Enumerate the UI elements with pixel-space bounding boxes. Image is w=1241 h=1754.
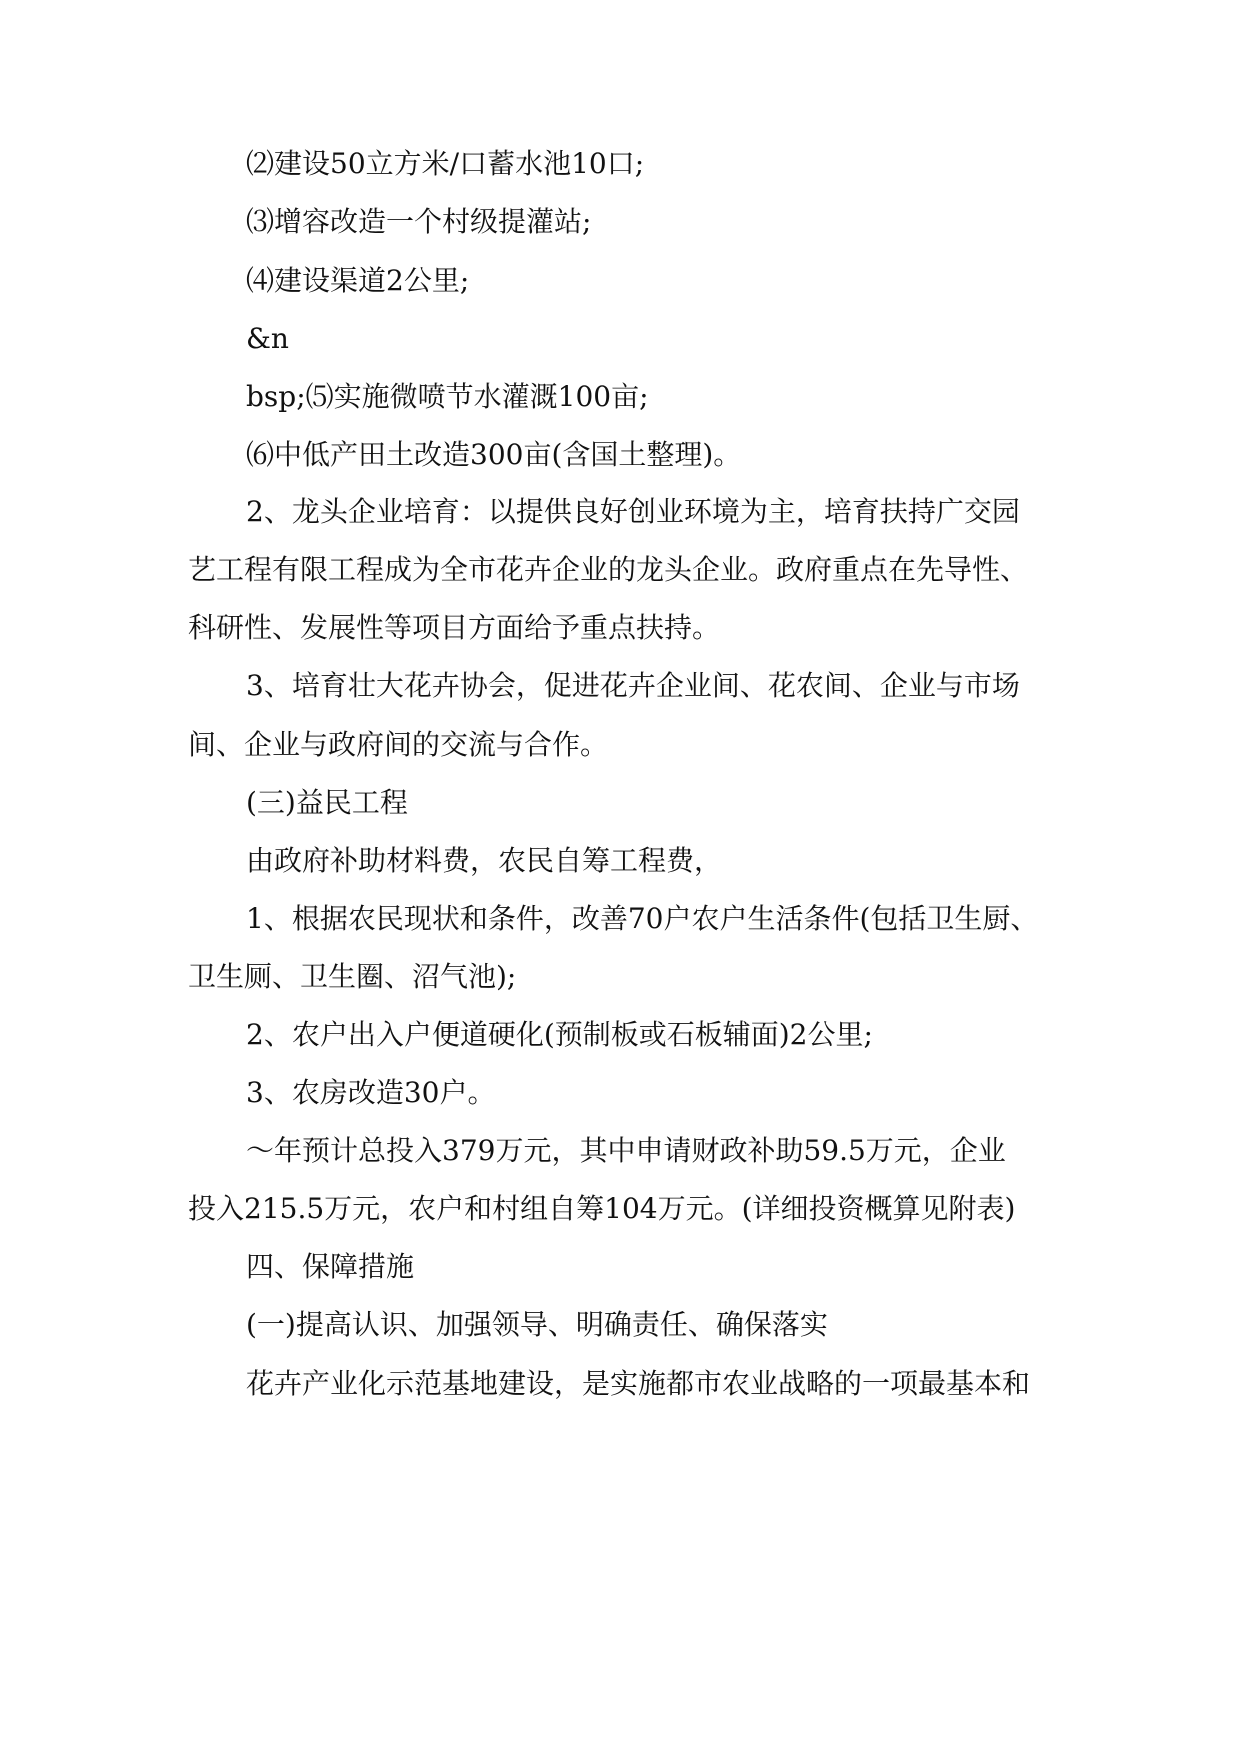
text-line: 由政府补助材料费，农民自筹工程费， <box>246 844 723 877</box>
text-line: 2、农户出入户便道硬化(预制板或石板辅面)2公里; <box>246 1018 873 1051</box>
text-line: ⑷建设渠道2公里; <box>246 264 470 297</box>
text-line: (三)益民工程 <box>246 786 408 819</box>
text-line: 科研性、发展性等项目方面给予重点扶持。 <box>188 611 721 644</box>
text-line: 1、根据农民现状和条件，改善70户农户生活条件(包括卫生厨、 <box>246 902 1039 935</box>
text-line: 花卉产业化示范基地建设，是实施都市农业战略的一项最基本和 <box>246 1367 1031 1400</box>
text-line: 四、保障措施 <box>246 1250 415 1283</box>
text-line: 艺工程有限工程成为全市花卉企业的龙头企业。政府重点在先导性、 <box>188 553 1029 586</box>
text-line: ⑶增容改造一个村级提灌站; <box>246 205 592 238</box>
text-line: 投入215.5万元，农户和村组自筹104万元。(详细投资概算见附表) <box>188 1192 1016 1225</box>
text-line: bsp;⑸实施微喷节水灌溉100亩; <box>246 380 649 413</box>
text-line: 2、龙头企业培育：以提供良好创业环境为主，培育扶持广交园 <box>246 495 1020 528</box>
text-line: 卫生厕、卫生圈、沼气池); <box>188 960 517 993</box>
text-line: 间、企业与政府间的交流与合作。 <box>188 728 609 761</box>
text-line: &n <box>246 322 289 355</box>
text-line: ⑹中低产田土改造300亩(含国土整理)。 <box>246 438 742 471</box>
text-line: 3、培育壮大花卉协会，促进花卉企业间、花农间、企业与市场 <box>246 669 1020 702</box>
text-line: (一)提高认识、加强领导、明确责任、确保落实 <box>246 1308 828 1341</box>
text-line: ⑵建设50立方米/口蓄水池10口; <box>246 147 645 180</box>
text-line: ～年预计总投入379万元，其中申请财政补助59.5万元，企业 <box>246 1134 1006 1167</box>
text-line: 3、农房改造30户。 <box>246 1076 496 1109</box>
